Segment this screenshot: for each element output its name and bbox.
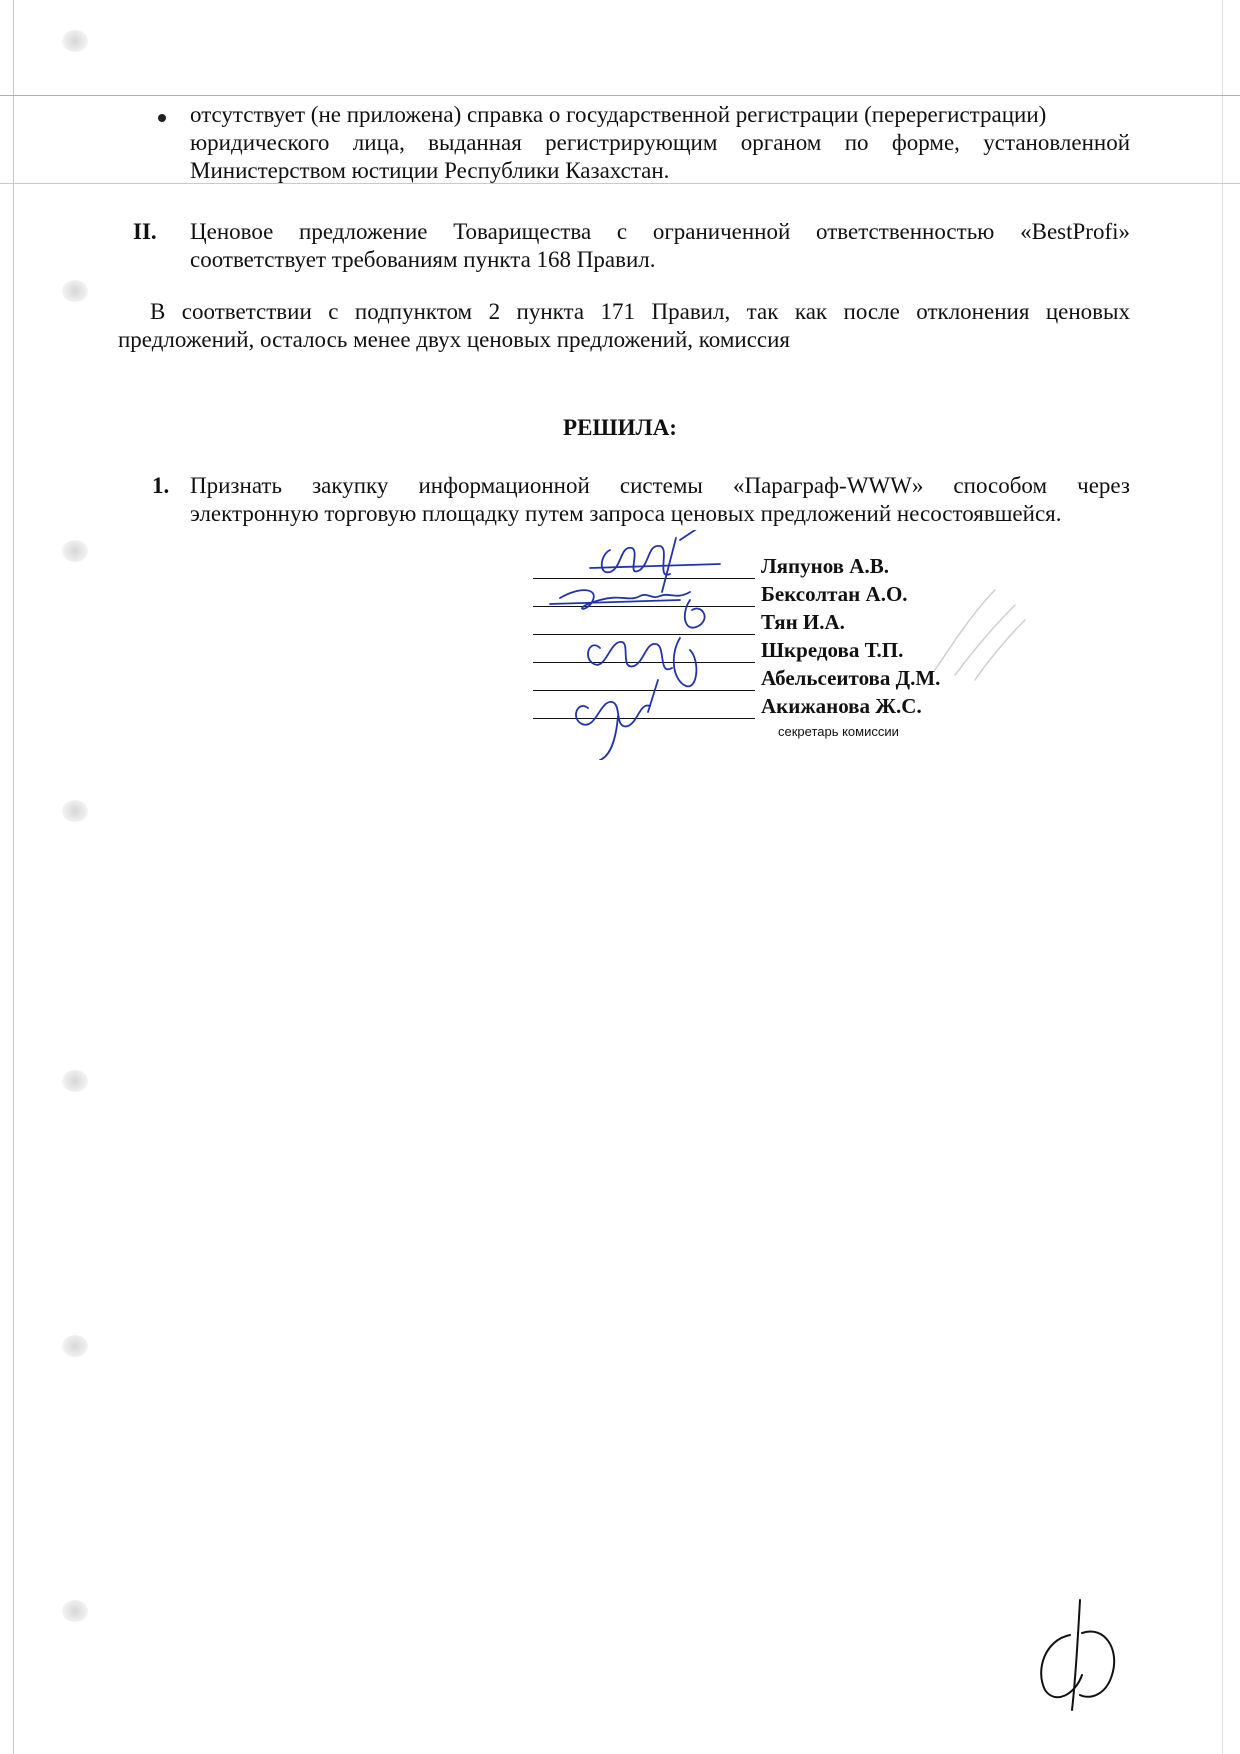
signatory-name: Ляпунов А.В. xyxy=(761,554,889,578)
list-bullet xyxy=(158,114,166,122)
section-line: Ценовое предложение Товарищества с ограниченной ответственностью «BestProfi» xyxy=(190,219,1130,244)
decision-heading: РЕШИЛА: xyxy=(563,415,677,440)
scan-margin-line xyxy=(13,0,14,1754)
scan-smudge xyxy=(62,280,88,302)
decision-line: электронную торговую площадку путем запроса ценовых предложений несостоявшейся. xyxy=(190,501,1062,526)
section-numeral: II. xyxy=(133,219,157,244)
scan-smudge xyxy=(62,1335,88,1357)
decision-number: 1. xyxy=(152,473,170,498)
section-line: соответствует требованиям пункта 168 Правил. xyxy=(190,247,656,272)
signatory-name: Акижанова Ж.С. xyxy=(761,694,922,718)
scan-smudge xyxy=(62,1600,88,1622)
scan-right-line xyxy=(1222,0,1223,1754)
secretary-caption: секретарь комиссии xyxy=(778,724,899,739)
list-item-line: отсутствует (не приложена) справка о государственной регистрации (перерегистрации) xyxy=(190,102,1047,127)
signatory-name: Абельсеитова Д.М. xyxy=(761,666,941,690)
scan-smudge xyxy=(62,800,88,822)
paragraph-line: предложений, осталось менее двух ценовых предложений, комиссия xyxy=(118,327,790,352)
decision-line: Признать закупку информационной системы «Параграф-WWW» способом через xyxy=(190,473,1130,498)
signatory-name: Бексолтан А.О. xyxy=(761,582,908,606)
list-item-line: Министерством юстиции Республики Казахстан. xyxy=(190,158,670,183)
signature-mark-icon xyxy=(530,530,890,760)
scan-smudge xyxy=(62,540,88,562)
paragraph-line: В соответствии с подпунктом 2 пункта 171 Правил, так как после отклонения ценовых xyxy=(150,299,1130,324)
list-item-line: юридического лица, выданная регистрирующим органом по форме, установленной xyxy=(190,130,1130,155)
scan-smudge xyxy=(62,1070,88,1092)
signatory-name: Тян И.А. xyxy=(761,610,845,634)
initials-mark-icon xyxy=(1030,1595,1120,1715)
signatory-name: Шкредова Т.П. xyxy=(761,638,904,662)
faint-signature-icon xyxy=(925,580,1035,690)
scan-smudge xyxy=(62,30,88,52)
scan-top-line xyxy=(0,95,1240,96)
